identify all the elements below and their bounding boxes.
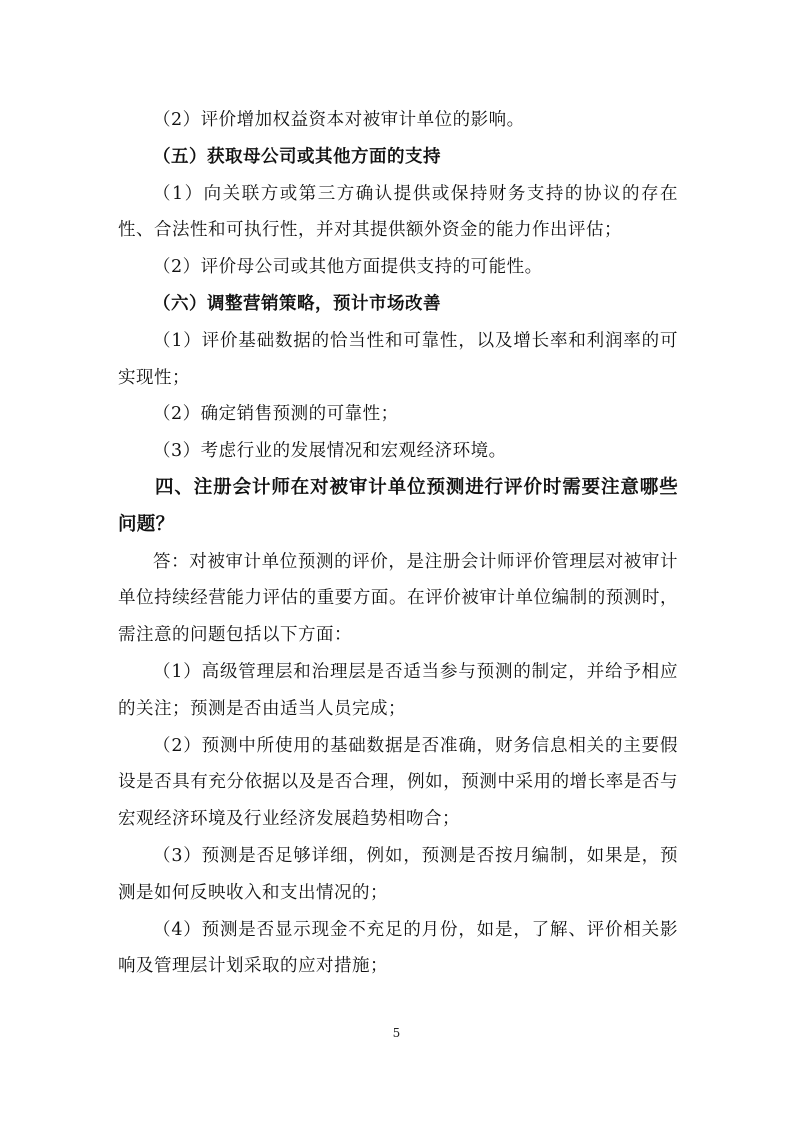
page-number: 5: [392, 1026, 401, 1040]
paragraph: 答：对被审计单位预测的评价，是注册会计师评价管理层对被审计单位持续经营能力评估的重要方面。在评价被审计单位编制的预测时，需注意的问题包括以下方面：: [118, 551, 678, 646]
paragraph: （1）高级管理层和治理层是否适当参与预测的制定，并给予相应的关注；预测是否由适当人员完成；: [118, 661, 678, 719]
paragraph: （4）预测是否显示现金不充足的月份，如是，了解、评价相关影响及管理层计划采取的应对措施；: [118, 919, 678, 977]
paragraph: （1）评价基础数据的恰当性和可靠性，以及增长率和利润率的可实现性；: [118, 330, 678, 388]
paragraph: （3）预测是否足够详细，例如，预测是否按月编制，如果是，预测是如何反映收入和支出情况的；: [118, 845, 678, 903]
document-body: [118, 102, 678, 985]
paragraph: （1）向关联方或第三方确认提供或保持财务支持的协议的存在性、合法性和可执行性，并对其提供额外资金的能力作出评估；: [118, 183, 678, 241]
paragraph: （2）评价增加权益资本对被审计单位的影响。: [153, 110, 525, 130]
paragraph: （2）评价母公司或其他方面提供支持的可能性。: [153, 257, 543, 278]
paragraph: （3）考虑行业的发展情况和宏观经济环境。: [153, 441, 507, 462]
paragraph: （2）预测中所使用的基础数据是否准确，财务信息相关的主要假设是否具有充分依据以及是否合理，例如，预测中采用的增长率是否与宏观经济环境及行业经济发展趋势相吻合；: [118, 735, 678, 830]
paragraph: （2）确定销售预测的可靠性；: [153, 404, 399, 425]
section-subheading: （五）获取母公司或其他方面的支持: [153, 146, 441, 167]
section-subheading: （六）调整营销策略，预计市场改善: [153, 293, 441, 314]
section-heading: 四、注册会计师在对被审计单位预测进行评价时需要注意哪些问题？: [118, 476, 678, 535]
